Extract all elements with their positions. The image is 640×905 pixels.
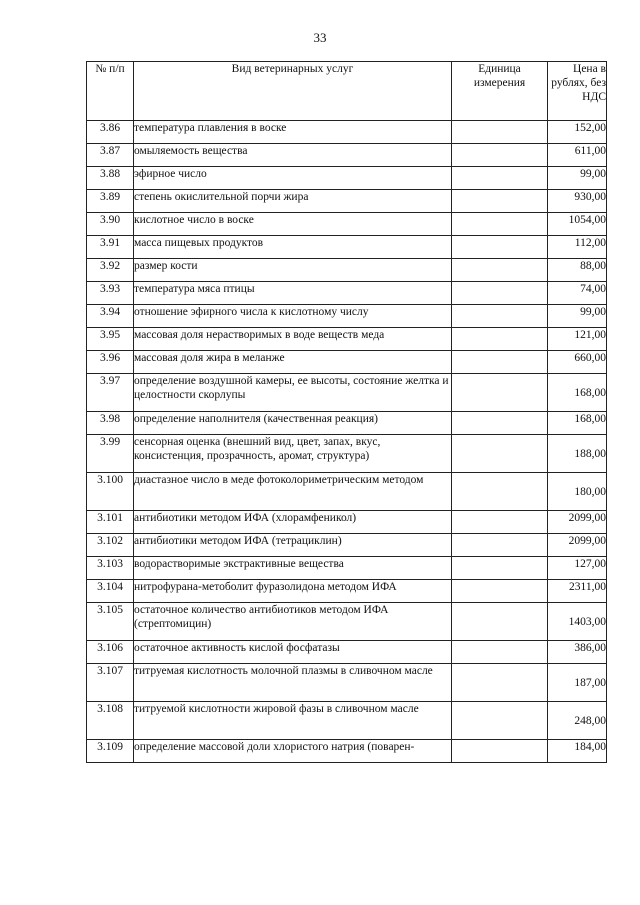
row-price: 930,00 — [548, 190, 607, 213]
table-row — [87, 328, 607, 351]
row-number: 3.104 — [87, 580, 134, 603]
row-number: 3.95 — [87, 328, 134, 351]
row-price: 1054,00 — [548, 213, 607, 236]
row-unit — [452, 740, 548, 763]
row-service-name: остаточное количество антибиотиков методом ИФА (стрептомицин) — [134, 603, 452, 641]
table-header-row — [87, 62, 607, 121]
table-row — [87, 305, 607, 328]
row-unit — [452, 328, 548, 351]
row-unit — [452, 473, 548, 511]
row-price: 611,00 — [548, 144, 607, 167]
table-row — [87, 374, 607, 412]
row-number: 3.106 — [87, 641, 134, 664]
row-service-name: кислотное число в воске — [134, 213, 452, 236]
table-row — [87, 740, 607, 763]
table-row — [87, 259, 607, 282]
price-table — [86, 61, 607, 763]
row-price: 188,00 — [548, 435, 607, 473]
row-unit — [452, 121, 548, 144]
row-price: 1403,00 — [548, 603, 607, 641]
row-service-name: антибиотики методом ИФА (хлорамфеникол) — [134, 511, 452, 534]
row-price: 187,00 — [548, 664, 607, 702]
row-unit — [452, 557, 548, 580]
table-row — [87, 603, 607, 641]
row-price: 74,00 — [548, 282, 607, 305]
table-row — [87, 412, 607, 435]
row-service-name: степень окислительной порчи жира — [134, 190, 452, 213]
row-unit — [452, 412, 548, 435]
row-price: 386,00 — [548, 641, 607, 664]
row-service-name: отношение эфирного числа к кислотному числу — [134, 305, 452, 328]
row-number: 3.105 — [87, 603, 134, 641]
row-number: 3.87 — [87, 144, 134, 167]
row-service-name: диастазное число в меде фотоколориметрическим методом — [134, 473, 452, 511]
table-row — [87, 144, 607, 167]
row-number: 3.86 — [87, 121, 134, 144]
row-price: 248,00 — [548, 702, 607, 740]
row-service-name: определение массовой доли хлористого натрия (поварен- — [134, 740, 452, 763]
row-number: 3.100 — [87, 473, 134, 511]
row-unit — [452, 603, 548, 641]
table-row — [87, 702, 607, 740]
table-row — [87, 511, 607, 534]
row-price: 184,00 — [548, 740, 607, 763]
header-price: Цена в рублях, без НДС — [548, 62, 607, 121]
row-unit — [452, 259, 548, 282]
row-service-name: масса пищевых продуктов — [134, 236, 452, 259]
row-number: 3.91 — [87, 236, 134, 259]
row-price: 2099,00 — [548, 511, 607, 534]
header-service: Вид ветеринарных услуг — [134, 62, 452, 121]
row-service-name: эфирное число — [134, 167, 452, 190]
row-service-name: нитрофурана-метоболит фуразолидона методом ИФА — [134, 580, 452, 603]
row-service-name: водорастворимые экстрактивные вещества — [134, 557, 452, 580]
row-unit — [452, 167, 548, 190]
row-service-name: температура плавления в воске — [134, 121, 452, 144]
table-row — [87, 664, 607, 702]
row-unit — [452, 580, 548, 603]
row-unit — [452, 144, 548, 167]
row-service-name: температура мяса птицы — [134, 282, 452, 305]
row-number: 3.108 — [87, 702, 134, 740]
row-number: 3.89 — [87, 190, 134, 213]
table-row — [87, 534, 607, 557]
row-price: 660,00 — [548, 351, 607, 374]
row-service-name: остаточное активность кислой фосфатазы — [134, 641, 452, 664]
row-unit — [452, 282, 548, 305]
row-price: 99,00 — [548, 167, 607, 190]
table-row — [87, 473, 607, 511]
row-number: 3.93 — [87, 282, 134, 305]
row-unit — [452, 351, 548, 374]
row-service-name: омыляемость вещества — [134, 144, 452, 167]
row-service-name: определение воздушной камеры, ее высоты, состояние желтка и целостности скорлупы — [134, 374, 452, 412]
table-row — [87, 236, 607, 259]
row-number: 3.107 — [87, 664, 134, 702]
row-unit — [452, 534, 548, 557]
row-price: 127,00 — [548, 557, 607, 580]
row-number: 3.99 — [87, 435, 134, 473]
table-row — [87, 557, 607, 580]
table-row — [87, 167, 607, 190]
row-service-name: титруемая кислотность молочной плазмы в сливочном масле — [134, 664, 452, 702]
row-price: 112,00 — [548, 236, 607, 259]
row-price: 180,00 — [548, 473, 607, 511]
table-row — [87, 351, 607, 374]
row-number: 3.94 — [87, 305, 134, 328]
row-unit — [452, 190, 548, 213]
row-unit — [452, 213, 548, 236]
row-price: 2099,00 — [548, 534, 607, 557]
table-row — [87, 121, 607, 144]
row-service-name: массовая доля нерастворимых в воде веществ меда — [134, 328, 452, 351]
row-number: 3.92 — [87, 259, 134, 282]
table-row — [87, 580, 607, 603]
row-unit — [452, 374, 548, 412]
row-price: 2311,00 — [548, 580, 607, 603]
row-unit — [452, 664, 548, 702]
header-number: № п/п — [87, 62, 134, 121]
page-number: 33 — [313, 30, 327, 45]
table-row — [87, 190, 607, 213]
table-row — [87, 435, 607, 473]
row-number: 3.90 — [87, 213, 134, 236]
row-service-name: сенсорная оценка (внешний вид, цвет, запах, вкус, консистенция, прозрачность, аромат, структура) — [134, 435, 452, 473]
row-service-name: определение наполнителя (качественная реакция) — [134, 412, 452, 435]
row-price: 88,00 — [548, 259, 607, 282]
row-unit — [452, 236, 548, 259]
table-row — [87, 641, 607, 664]
header-unit: Единица измерения — [452, 62, 548, 121]
row-number: 3.102 — [87, 534, 134, 557]
row-number: 3.101 — [87, 511, 134, 534]
row-price: 99,00 — [548, 305, 607, 328]
row-price: 168,00 — [548, 412, 607, 435]
row-unit — [452, 641, 548, 664]
row-number: 3.98 — [87, 412, 134, 435]
table-row — [87, 213, 607, 236]
row-number: 3.88 — [87, 167, 134, 190]
row-number: 3.96 — [87, 351, 134, 374]
row-service-name: титруемой кислотности жировой фазы в сливочном масле — [134, 702, 452, 740]
row-price: 168,00 — [548, 374, 607, 412]
row-number: 3.97 — [87, 374, 134, 412]
row-price: 121,00 — [548, 328, 607, 351]
row-service-name: размер кости — [134, 259, 452, 282]
row-service-name: антибиотики методом ИФА (тетрациклин) — [134, 534, 452, 557]
row-unit — [452, 702, 548, 740]
row-number: 3.109 — [87, 740, 134, 763]
row-unit — [452, 511, 548, 534]
table-row — [87, 282, 607, 305]
row-unit — [452, 435, 548, 473]
row-price: 152,00 — [548, 121, 607, 144]
row-number: 3.103 — [87, 557, 134, 580]
row-unit — [452, 305, 548, 328]
row-service-name: массовая доля жира в меланже — [134, 351, 452, 374]
